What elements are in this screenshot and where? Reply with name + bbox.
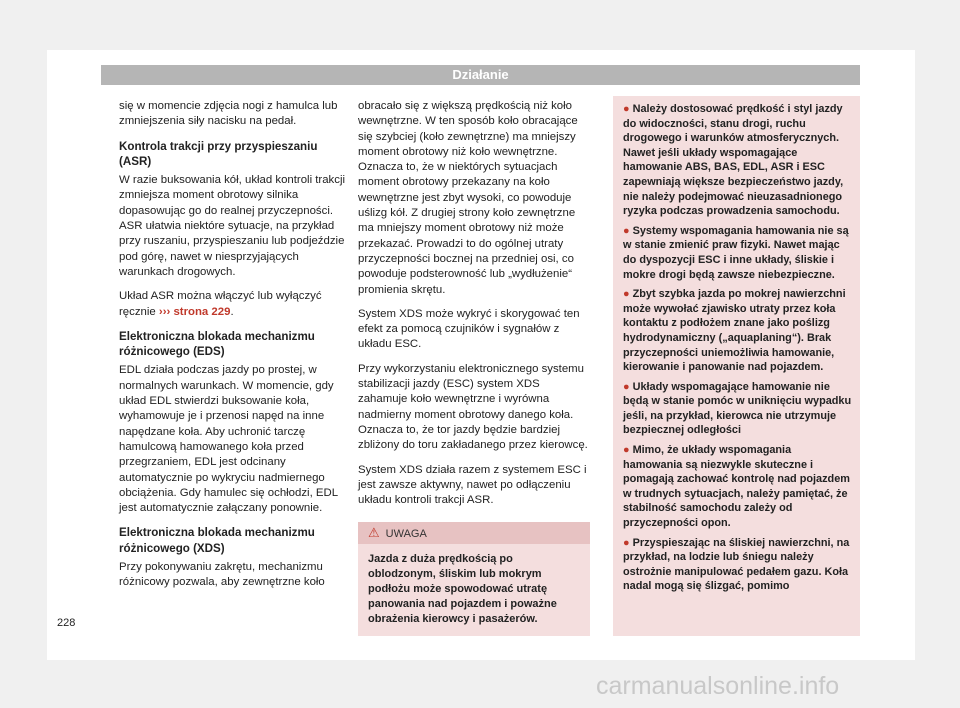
list-item-text: Przyspieszając na śliskiej nawierzchni, na przykład, na lodzie lub śniegu należy ostrożnie manipulować pedałem gazu. Koła nadal mogą się ślizgać, pomimo <box>623 536 850 593</box>
warning-header <box>358 522 590 544</box>
paragraph: System XDS może wykryć i skorygować ten efekt za pomocą czujników i sygnałów z układu ESC. <box>358 307 580 351</box>
paragraph: W razie buksowania kół, układ kontroli trakcji zmniejsza moment obrotowy silnika dopasowując go do realnej przyczepności. ASR ułatwia niektóre sytuacje, na przykład przy ruszaniu, przyspieszaniu lub podjeździe pod górę, nawet w niesprzyjających warunkach drogowych. <box>119 174 346 278</box>
text: . <box>230 305 234 318</box>
column-left <box>119 99 351 600</box>
paragraph <box>119 289 351 320</box>
list-item-text: Systemy wspomagania hamowania nie są w stanie zmienić praw fizyki. Nawet mając do dyspozycji ESC i inne układy, śliskie i mokre drogi będą zawsze niebezpieczne. <box>623 224 849 281</box>
bullet-icon: ● <box>623 288 630 301</box>
column-right-warnings <box>613 96 860 636</box>
paragraph: Przy pokonywaniu zakrętu, mechanizmu różnicowy pozwala, aby zewnętrzne koło <box>119 561 325 589</box>
list-item <box>623 536 852 594</box>
section-header: Działanie <box>101 65 860 85</box>
heading-xds: Elektroniczna blokada mechanizmu różnicowego (XDS) <box>119 526 315 555</box>
list-item-text: Układy wspomagające hamowanie nie będą w stanie pomóc w uniknięciu wypadku jeśli, na przykład, kierowca nie utrzymuje bezpiecznej odległości <box>623 380 852 437</box>
column-middle <box>358 99 590 636</box>
paragraph: Przy wykorzystaniu elektronicznego systemu stabilizacji jazdy (ESC) system XDS zahamuje koło wewnętrzne i wyrówna nadmierny moment obrotowy danego koła. Oznacza to, że tor jazdy będzie bardziej zbliżony do toru zakładanego przez kierowcę. <box>358 362 588 452</box>
list-item-text: Zbyt szybka jazda po mokrej nawierzchni może wywołać zjawisko utraty przez koła kontaktu z podłożem znane jako poślizg hydrodynamiczny („aquaplaning“). Brak przyczepności uniemożliwia hamowanie, kierowanie i panowanie nad pojazdem. <box>623 288 846 374</box>
watermark: carmanualsonline.info <box>596 672 840 700</box>
list-item-text: Mimo, że układy wspomagania hamowania są niezwykle skuteczne i pomagają zachować kontrolę nad pojazdem w trudnych sytuacjach, należy pamiętać, że stabilność samochodu zależy od przyczepności opon. <box>623 444 850 530</box>
list-item <box>623 443 852 531</box>
list-item <box>623 102 852 219</box>
bullet-icon: ● <box>623 444 630 457</box>
heading-eds: Elektroniczna blokada mechanizmu różnicowego (EDS) <box>119 329 315 359</box>
heading-asr: Kontrola trakcji przy przyspieszaniu (ASR) <box>119 139 318 168</box>
bullet-icon: ● <box>623 103 630 115</box>
warning-text: Jazda z duża prędkością po oblodzonym, śliskim lub mokrym podłożu może spowodować utratę panowania nad pojazdem i poważne obrażenia kierowcy i pasażerów. <box>368 553 557 625</box>
bullet-icon: ● <box>623 224 630 237</box>
bullet-icon: ● <box>623 536 630 549</box>
list-item <box>623 287 852 375</box>
warning-triangle-icon: ⚠ <box>368 525 380 541</box>
text: Układ ASR można włączyć lub wyłączyć ręcznie <box>119 290 322 318</box>
paragraph: EDL działa podczas jazdy po prostej, w normalnych warunkach. W momencie, gdy układ EDL stwierdzi buksowanie koła, wyhamowuje je i przenosi napęd na inne napędzane koła. Aby uchronić tarczę hamulcową hamowanego koła przed przegrzaniem, EDL jest odcinany automatycznie po wykryciu nadmiernego obciążenia. Gdy hamulec się ochłodzi, EDL jest automatycznie załączany ponownie. <box>119 364 338 515</box>
warning-list <box>613 96 860 594</box>
list-item <box>623 224 852 282</box>
paragraph: obracało się z większą prędkością niż koło wewnętrzne. W ten sposób koło obracające się szybciej (koło zewnętrzne) ma mniejszy moment obrotowy niż koło wewnętrzne. Oznacza to, że w niektórych sytuacjach moment obrotowy przekazany na koło wewnętrzne jest zbyt wysoki, co powoduje uślizg kół. Z drugiej strony koło zewnętrzne ma mniejszy moment obrotowy niż może przekazać. Prowadzi to do ogólnej utraty przyczepności bocznej na przedniej osi, co powoduje podsterowność lub „wydłużenie“ promienia skrętu. <box>358 100 578 296</box>
bullet-icon: ● <box>623 380 630 393</box>
list-item-text: Należy dostosować prędkość i styl jazdy do widoczności, stanu drogi, ruchu drogowego i warunków atmosferycznych. Nawet jeśli układy wspomagające hamowanie ABS, BAS, EDL, ASR i ESC zapewniają większe bezpieczeństwo jazdy, nie należy podejmować nieuzasadnionego ryzyka podczas prowadzenia samochodu. <box>623 103 844 218</box>
page-number: 228 <box>57 617 76 629</box>
list-item <box>623 380 852 438</box>
warning-box <box>358 522 590 636</box>
paragraph: System XDS działa razem z systemem ESC i jest zawsze aktywny, nawet po odłączeniu układu kontroli trakcji ASR. <box>358 463 587 507</box>
page-link[interactable]: ››› strona 229 <box>158 305 231 318</box>
warning-title: UWAGA <box>385 528 427 541</box>
paragraph: się w momencie zdjęcia nogi z hamulca lub zmniejszenia siły nacisku na pedał. <box>119 100 338 128</box>
